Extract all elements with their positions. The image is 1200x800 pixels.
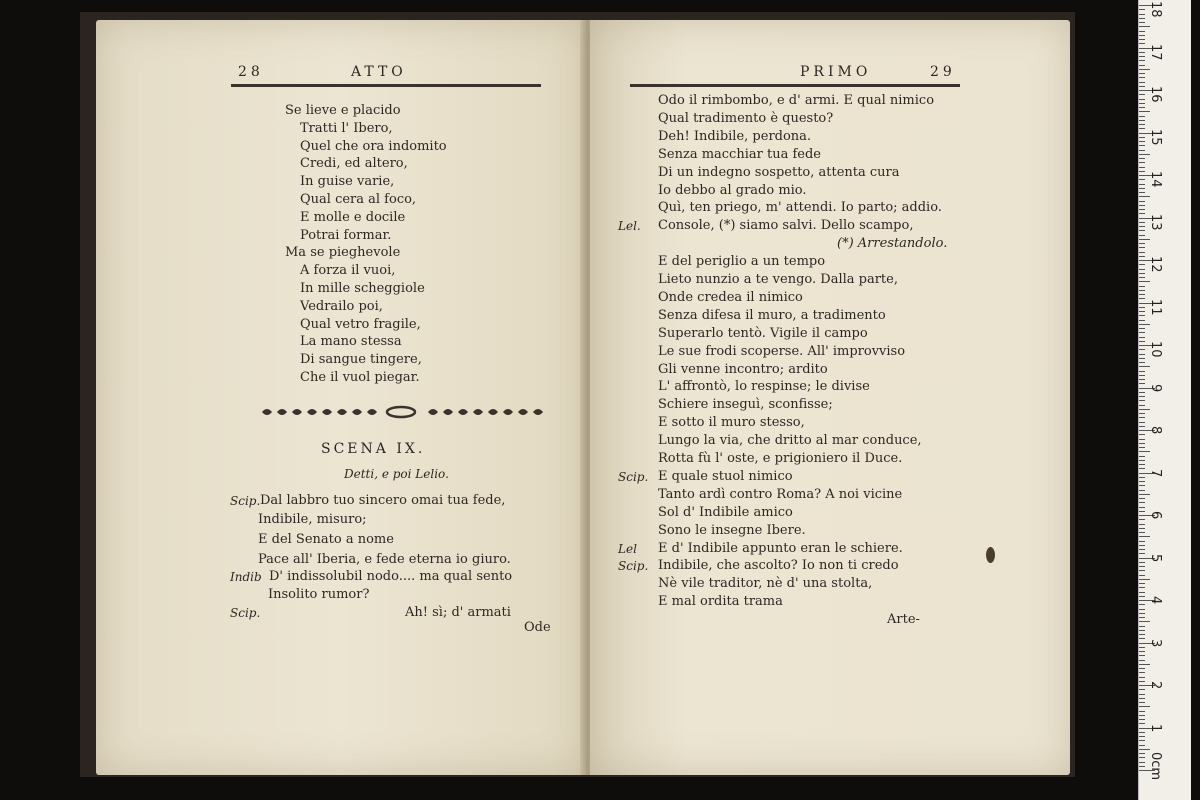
ruler-tick (1139, 103, 1145, 104)
ruler-tick (1139, 171, 1145, 172)
verse-line: Credi, ed altero, (300, 156, 408, 172)
ruler-tick (1139, 689, 1145, 690)
right-text-line: L' affrontò, lo respinse; le divise (658, 379, 870, 395)
ruler-tick (1139, 553, 1145, 554)
ruler-tick (1139, 566, 1145, 567)
ruler-tick (1139, 86, 1145, 87)
left-running-head: ATTO (351, 64, 407, 80)
ruler-tick (1139, 205, 1145, 206)
ruler-tick (1139, 426, 1145, 427)
right-text-line: Qual tradimento è questo? (658, 110, 834, 126)
verse-line: Qual cera al foco, (300, 192, 417, 207)
right-text-line: Le sue frodi scoperse. All' improvviso (658, 343, 906, 359)
ruler-label: 9 (1148, 383, 1163, 392)
verse-line: In guise varie, (300, 174, 395, 190)
ruler-tick (1139, 511, 1145, 512)
right-text-line: Senza macchiar tua fede (658, 146, 821, 162)
ruler-tick (1139, 192, 1145, 193)
ruler-tick (1139, 201, 1145, 202)
right-text-line: Senza difesa il muro, a tradimento (658, 307, 886, 323)
ruler-tick (1139, 604, 1145, 605)
ruler-tick (1139, 56, 1145, 57)
right-text-line: E del periglio a un tempo (658, 254, 826, 270)
ruler-tick (1139, 324, 1150, 325)
ruler-label: 14 (1148, 171, 1163, 188)
ruler-tick (1139, 379, 1145, 380)
ruler-tick (1139, 277, 1145, 278)
right-text-line-speaker: Scip. (618, 559, 649, 574)
ruler-tick (1139, 464, 1145, 465)
ruler-tick (1139, 706, 1150, 707)
ruler-tick (1139, 745, 1145, 746)
ruler-tick (1139, 668, 1145, 669)
ruler-tick (1139, 332, 1145, 333)
ruler-tick (1139, 583, 1145, 584)
dialogue-line-speaker: Scip. (230, 606, 261, 620)
verse-line: Quel che ora indomito (300, 138, 447, 154)
ruler-tick (1139, 358, 1145, 359)
ruler-tick (1139, 392, 1145, 393)
ruler-tick (1139, 298, 1145, 299)
ruler-tick (1139, 307, 1145, 308)
ruler-tick (1139, 31, 1145, 32)
ruler-tick (1139, 477, 1145, 478)
ruler-tick (1139, 158, 1145, 159)
ruler-tick (1139, 145, 1145, 146)
ruler-tick (1139, 762, 1145, 763)
ruler-tick (1139, 341, 1145, 342)
ruler-label: 1 (1148, 723, 1163, 732)
dialogue-line: Insolito rumor? (268, 587, 370, 602)
verse-line: Potrai formar. (300, 227, 392, 243)
verse-line: La mano stessa (300, 334, 402, 350)
ruler-tick (1139, 456, 1145, 457)
ruler-tick (1139, 311, 1145, 312)
ruler-tick (1139, 468, 1145, 469)
ruler-tick (1139, 596, 1145, 597)
ruler-tick (1139, 698, 1145, 699)
ruler-label: 10 (1148, 341, 1163, 358)
verse-line: E molle e docile (300, 209, 406, 225)
ruler-tick (1139, 290, 1145, 291)
dialogue-line: Dal labbro tuo sincero omai tua fede, (260, 493, 506, 508)
right-text-line: E d' Indibile appunto eran le schiere. (658, 540, 903, 556)
ruler-label: 2 (1148, 681, 1163, 690)
ruler-tick (1139, 677, 1145, 678)
ruler-tick (1139, 209, 1145, 210)
right-text-line: Deh! Indibile, perdona. (658, 128, 812, 144)
ruler-tick (1139, 281, 1150, 282)
ruler-tick (1139, 536, 1150, 537)
verse-line: Tratti l' Ibero, (300, 120, 393, 136)
ruler-tick (1139, 626, 1145, 627)
ruler-tick (1139, 490, 1145, 491)
ruler-tick (1139, 460, 1145, 461)
ruler-label: 8 (1148, 426, 1163, 435)
ruler-tick (1139, 184, 1145, 185)
ruler-tick (1139, 35, 1145, 36)
ruler-tick (1139, 541, 1145, 542)
ruler-tick (1139, 638, 1145, 639)
ruler-tick (1139, 354, 1145, 355)
scene-title: SCENA IX. (321, 441, 426, 457)
ruler-tick (1139, 447, 1145, 448)
ruler-tick (1139, 269, 1145, 270)
ruler-tick (1139, 579, 1150, 580)
right-text-line: Onde credea il nimico (658, 289, 803, 305)
ruler-tick (1139, 524, 1145, 525)
ruler-tick (1139, 222, 1145, 223)
ruler-tick (1139, 22, 1145, 23)
left-header-rule (231, 84, 541, 87)
ruler-tick (1139, 137, 1145, 138)
ruler-tick (1139, 252, 1145, 253)
ruler-tick (1139, 647, 1145, 648)
ink-blot (986, 547, 995, 563)
dialogue-line-speaker: Indib (230, 570, 262, 584)
measuring-ruler (1138, 0, 1191, 800)
scene-persons: Detti, e poi Lelio. (344, 467, 449, 481)
ruler-tick (1139, 188, 1145, 189)
ruler-tick (1139, 328, 1145, 329)
right-text-line: Di un indegno sospetto, attenta cura (658, 164, 900, 180)
ruler-tick (1139, 651, 1145, 652)
ruler-tick (1139, 485, 1145, 486)
ruler-tick (1139, 315, 1145, 316)
ruler-tick (1139, 702, 1145, 703)
ruler-tick (1139, 587, 1145, 588)
ruler-tick (1139, 749, 1150, 750)
ruler-tick (1139, 630, 1145, 631)
ruler-tick (1139, 362, 1145, 363)
ruler-tick (1139, 723, 1145, 724)
ruler-tick (1139, 592, 1145, 593)
right-text-line: E sotto il muro stesso, (658, 415, 805, 431)
ruler-tick (1139, 549, 1145, 550)
ruler-tick (1139, 409, 1150, 410)
right-page (590, 20, 1070, 775)
ruler-tick (1139, 519, 1145, 520)
right-catchword: Arte- (887, 612, 920, 627)
ruler-tick (1139, 396, 1145, 397)
verse-line: Se lieve e placido (285, 103, 401, 118)
right-text-line: Lungo la via, che dritto al mar conduce, (658, 433, 922, 449)
ruler-tick (1139, 239, 1150, 240)
right-header-rule (630, 84, 960, 87)
ruler-label: 15 (1148, 128, 1163, 146)
ruler-tick (1139, 141, 1145, 142)
ruler-tick (1139, 672, 1145, 673)
ruler-tick (1139, 753, 1145, 754)
ruler-tick (1139, 613, 1145, 614)
ruler-tick (1139, 498, 1145, 499)
ruler-tick (1139, 532, 1145, 533)
ruler-tick (1139, 434, 1145, 435)
ruler-tick (1139, 570, 1145, 571)
ruler-tick (1139, 337, 1145, 338)
right-page-number: 29 (930, 64, 956, 80)
ruler-tick (1139, 9, 1145, 10)
ruler-tick (1139, 664, 1150, 665)
right-text-line: Rotta fù l' oste, e prigioniero il Duce. (658, 451, 903, 466)
ruler-tick (1139, 711, 1145, 712)
verse-line: Ma se pieghevole (285, 245, 401, 261)
ruler-label: 16 (1148, 86, 1163, 103)
ruler-tick (1139, 383, 1145, 384)
ruler-tick (1139, 82, 1145, 83)
ruler-tick (1139, 196, 1150, 197)
ruler-tick (1139, 528, 1145, 529)
ruler-tick (1139, 740, 1145, 741)
ruler-tick (1139, 451, 1150, 452)
ruler-tick (1139, 375, 1145, 376)
right-text-line: Superarlo tentò. Vigile il campo (658, 325, 868, 341)
ruler-tick (1139, 273, 1145, 274)
ruler-tick (1139, 719, 1145, 720)
dialogue-line: E del Senato a nome (258, 532, 394, 547)
verse-line: In mille scheggiole (300, 281, 425, 296)
ruler-tick (1139, 167, 1145, 168)
right-text-line: E quale stuol nimico (658, 468, 793, 484)
ruler-tick (1139, 349, 1145, 350)
right-text-line: Odo il rimbombo, e d' armi. E qual nimico (658, 93, 935, 108)
left-page-number: 28 (238, 64, 264, 80)
ruler-label: 17 (1148, 43, 1163, 61)
ruler-tick (1139, 609, 1145, 610)
ruler-tick (1139, 400, 1145, 401)
ruler-label: 12 (1148, 256, 1163, 273)
ruler-tick (1139, 366, 1150, 367)
ruler-tick (1139, 243, 1145, 244)
right-running-head: PRIMO (800, 64, 872, 80)
ruler-tick (1139, 732, 1145, 733)
ruler-tick (1139, 94, 1145, 95)
open-book (80, 12, 1075, 777)
ruler-tick (1139, 264, 1145, 265)
right-text-line: Sol d' Indibile amico (658, 504, 793, 520)
dialogue-line: Indibile, misuro; (258, 512, 367, 527)
left-page (96, 20, 586, 775)
right-text-line-speaker: Lel (618, 541, 637, 556)
ruler-tick (1139, 99, 1145, 100)
ruler-tick (1139, 52, 1145, 53)
ruler-label: 3 (1148, 638, 1163, 647)
ruler-tick (1139, 124, 1145, 125)
ruler-tick (1139, 286, 1145, 287)
ruler-tick (1139, 494, 1150, 495)
ruler-tick (1139, 681, 1145, 682)
ruler-tick (1139, 439, 1145, 440)
ruler-label: 5 (1148, 553, 1163, 562)
right-text-line: Sono le insegne Ibere. (658, 522, 806, 538)
right-text-line-speaker: Lel. (618, 219, 641, 234)
verse-line: A forza il vuoi, (300, 263, 396, 279)
ruler-label: 4 (1148, 596, 1163, 605)
ruler-tick (1139, 443, 1145, 444)
ruler-tick (1139, 617, 1145, 618)
ruler-tick (1139, 73, 1145, 74)
ruler-tick (1139, 26, 1150, 27)
right-text-line: Gli venne incontro; ardito (658, 361, 828, 377)
ruler-tick (1139, 736, 1145, 737)
right-text-line: Schiere inseguì, sconfisse; (658, 397, 833, 413)
ruler-tick (1139, 575, 1145, 576)
ruler-tick (1139, 65, 1145, 66)
dialogue-line: Ah! sì; d' armati (405, 605, 511, 620)
verse-line: Che il vuol piegar. (300, 370, 420, 385)
ruler-tick (1139, 247, 1145, 248)
right-text-line: E mal ordita trama (658, 594, 783, 610)
ruler-tick (1139, 150, 1145, 151)
right-text-line: Lieto nunzio a te vengo. Dalla parte, (658, 272, 898, 287)
ruler-tick (1139, 60, 1145, 61)
ruler-tick (1139, 14, 1145, 15)
right-text-line: Quì, ten priego, m' attendi. Io parto; addio. (658, 200, 942, 216)
ruler-label: 0cm (1148, 752, 1163, 781)
ruler-tick (1139, 660, 1145, 661)
right-text-line-speaker: Scip. (618, 469, 649, 484)
ruler-tick (1139, 320, 1145, 321)
right-text-line: Io debbo al grado mio. (658, 182, 807, 198)
ruler-tick (1139, 120, 1145, 121)
ruler-label: 13 (1148, 213, 1163, 231)
dialogue-line: D' indissolubil nodo.... ma qual sento (269, 569, 513, 584)
ruler-tick (1139, 507, 1145, 508)
dialogue-line: Pace all' Iberia, e fede eterna io giuro. (258, 552, 511, 567)
right-text-line: Console, (*) siamo salvi. Dello scampo, (658, 218, 914, 234)
ruler-tick (1139, 43, 1145, 44)
ruler-tick (1139, 562, 1145, 563)
ruler-label: 6 (1148, 511, 1163, 520)
ruler-tick (1139, 154, 1150, 155)
ruler-label: 7 (1148, 468, 1163, 477)
ruler-tick (1139, 545, 1145, 546)
left-catchword: Ode (524, 620, 551, 635)
ruler-tick (1139, 162, 1145, 163)
ruler-tick (1139, 111, 1150, 112)
ruler-tick (1139, 766, 1145, 767)
ruler-tick (1139, 481, 1145, 482)
ruler-tick (1139, 294, 1145, 295)
ruler-tick (1139, 757, 1145, 758)
right-text-line: Nè vile traditor, nè d' una stolta, (658, 576, 873, 592)
ruler-tick (1139, 107, 1145, 108)
ruler-tick (1139, 69, 1150, 70)
ruler-tick (1139, 230, 1145, 231)
ruler-tick (1139, 77, 1145, 78)
ruler-tick (1139, 39, 1145, 40)
ruler-tick (1139, 179, 1145, 180)
ruler-tick (1139, 371, 1145, 372)
ruler-tick (1139, 417, 1145, 418)
ruler-tick (1139, 405, 1145, 406)
right-text-line: Indibile, che ascolto? Io non ti credo (658, 558, 899, 574)
ruler-tick (1139, 226, 1145, 227)
ruler-tick (1139, 235, 1145, 236)
ruler-tick (1139, 502, 1145, 503)
ruler-tick (1139, 18, 1145, 19)
ruler-tick (1139, 116, 1145, 117)
verse-line: Qual vetro fragile, (300, 316, 421, 332)
ruler-tick (1139, 256, 1145, 257)
ruler-tick (1139, 422, 1145, 423)
verse-line: Di sangue tingere, (300, 352, 422, 368)
ruler-tick (1139, 655, 1145, 656)
ruler-tick (1139, 128, 1145, 129)
ruler-label: 18 (1148, 1, 1163, 18)
right-text-line: (*) Arrestandolo. (837, 236, 948, 252)
ruler-tick (1139, 715, 1145, 716)
right-text-line: Tanto ardì contro Roma? A noi vicine (658, 486, 903, 502)
ornament-divider (256, 404, 546, 420)
ruler-tick (1139, 621, 1150, 622)
ruler-tick (1139, 213, 1145, 214)
verse-line: Vedrailo poi, (300, 298, 383, 314)
ruler-label: 11 (1148, 298, 1163, 316)
ruler-tick (1139, 634, 1145, 635)
ruler-tick (1139, 413, 1145, 414)
dialogue-line-speaker: Scip. (230, 494, 261, 508)
ruler-tick (1139, 694, 1145, 695)
